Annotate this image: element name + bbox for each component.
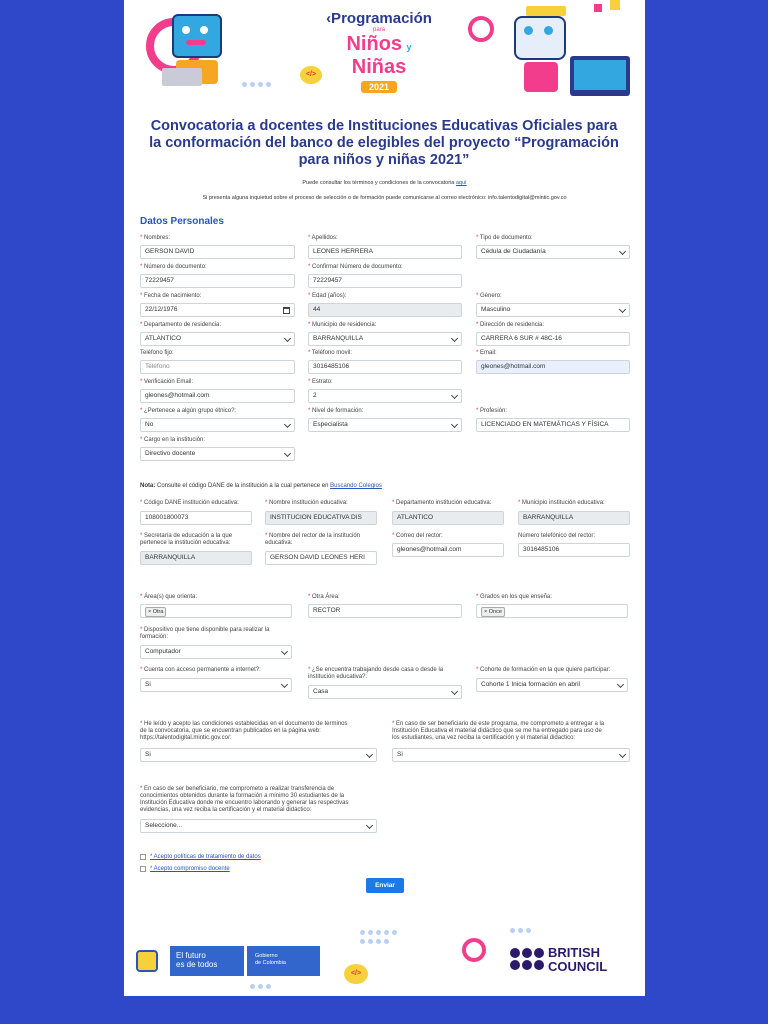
terms-text: Puede consultar los términos y condiciones de la convocatoria: [302, 180, 455, 186]
label-correo-rector: * Correo del rector:: [392, 533, 443, 539]
terms-link[interactable]: aquí: [455, 180, 467, 186]
label-municipio: * Municipio de residencia:: [308, 322, 377, 328]
tel-rector-input[interactable]: 3016485106: [518, 543, 630, 557]
logo-para: para: [372, 27, 385, 33]
page-title: Convocatoria a docentes de Instituciones Educativas Oficiales para la conformación del banco de elegibles del proyecto “Programación para niños y niñas 2021”: [149, 118, 619, 168]
label-nivel: * Nivel de formación:: [308, 408, 364, 414]
label-transferencia: * En caso de ser beneficiario, me comprometo a realizar transferencia de conocimientos obtenidos durante la formación a mínimo 30 estudiantes de la Institución Educativa donde me encuentro laborando y generar las respectivas evidencias, una vez reciba la certificación y el material didáctico:: [140, 786, 349, 813]
colombia-shield-icon: [136, 950, 158, 972]
municipio-select[interactable]: BARRANQUILLA: [308, 332, 462, 346]
label-otra-area: * Otra Área:: [308, 594, 340, 600]
nivel-select[interactable]: Especialista: [308, 418, 462, 432]
code-badge-icon: </>: [344, 964, 368, 984]
dane-input[interactable]: 108001800073: [140, 511, 252, 525]
conf-doc-input[interactable]: 72229457: [308, 274, 462, 288]
politicas-link[interactable]: * Acepto políticas de tratamiento de datos: [150, 854, 261, 860]
cohorte-select[interactable]: Cohorte 1 Inicia formación en abril: [476, 678, 628, 692]
form-page: [124, 0, 645, 996]
num-doc-input[interactable]: 72229457: [140, 274, 295, 288]
rector-input[interactable]: GERSON DAVID LEONES HERI: [265, 551, 377, 565]
cargo-select[interactable]: Directivo docente: [140, 447, 295, 461]
tag-once[interactable]: × Once: [481, 607, 505, 617]
apellidos-input[interactable]: LEONES HERRERA: [308, 245, 462, 259]
trabajando-select[interactable]: Casa: [308, 685, 462, 699]
secretaria-input: BARRANQUILLA: [140, 551, 252, 565]
chevron-down-icon: [451, 392, 458, 399]
areas-multiselect[interactable]: [140, 604, 292, 618]
chevron-down-icon: [619, 751, 626, 758]
correo-rector-input[interactable]: gleones@hotmail.com: [392, 543, 504, 557]
label-direccion: * Dirección de residencia:: [476, 322, 545, 328]
label-dane: * Código DANE institución educativa:: [140, 500, 239, 506]
gobierno-logo: [246, 946, 320, 976]
label-edad: * Edad (años):: [308, 293, 347, 299]
otra-area-input[interactable]: RECTOR: [308, 604, 462, 618]
terms-line: [124, 180, 645, 186]
depto-select[interactable]: ATLANTICO: [140, 332, 295, 346]
direccion-input[interactable]: CARRERA 6 SUR # 48C-16: [476, 332, 630, 346]
edad-input: 44: [308, 303, 462, 317]
compromiso-link[interactable]: * Acepto compromiso docente: [150, 866, 230, 872]
chevron-down-icon: [284, 421, 291, 428]
label-cohorte: * Cohorte de formación en la que quiere participar:: [476, 667, 611, 673]
label-beneficiario: * En caso de ser beneficiario de este programa, me comprometo a entregar a la Institución Educativa el material didáctico que se me ha entregado para uso de los estudiantes, una vez reciba la certificación y el material didactico:: [392, 721, 605, 741]
buscando-colegios-link[interactable]: Buscando Colegios: [330, 483, 382, 489]
label-genero: * Género:: [476, 293, 502, 299]
logo-programacion: ‹Programación: [326, 10, 432, 27]
british-line1: BRITISH: [548, 945, 600, 960]
label-tel-fijo: Teléfono fijo:: [140, 350, 174, 356]
label-acepto: * He leído y acepto las condiciones establecidas en el documento de terminos de la convocatoria, que se encuentran publicados en la página web: https://talentodigital.mintic.gov.co/:: [140, 721, 348, 741]
program-logo: [294, 10, 464, 98]
label-nombres: * Nombres:: [140, 235, 171, 241]
british-council-dots-icon: [510, 948, 544, 976]
acepto-select[interactable]: Si: [140, 748, 377, 762]
chevron-down-icon: [451, 421, 458, 428]
logo-y: y: [406, 42, 412, 52]
logo-ninos: Niños: [346, 33, 403, 55]
tel-fijo-input[interactable]: Teléfono: [140, 360, 295, 374]
label-internet: * Cuenta con acceso permanente a internet?:: [140, 667, 261, 673]
estrato-select[interactable]: 2: [308, 389, 462, 403]
british-line2: COUNCIL: [548, 959, 608, 974]
futuro-line1: El futuro: [176, 951, 206, 960]
footer-area: [124, 920, 645, 996]
gobierno-line2: de Colombia: [255, 960, 286, 966]
enviar-button[interactable]: Enviar: [366, 878, 404, 893]
chevron-down-icon: [366, 751, 373, 758]
label-depto: * Departamento de residencia:: [140, 322, 222, 328]
inst-municipio-input: BARRANQUILLA: [518, 511, 630, 525]
chevron-down-icon: [451, 688, 458, 695]
label-rector: * Nombre del rector de la institución educativa:: [265, 533, 361, 546]
label-apellidos: * Apellidos:: [308, 235, 338, 241]
label-trabajando: * ¿Se encuentra trabajando desde casa o desde la institución educativa?:: [308, 667, 444, 680]
profesion-input[interactable]: LICENCIADO EN MATEMÁTICAS Y FÍSICA: [476, 418, 630, 432]
chevron-down-icon: [281, 681, 288, 688]
grados-multiselect[interactable]: [476, 604, 628, 618]
wifi-icon: [462, 938, 486, 962]
robot-right-illustration: [504, 4, 634, 100]
label-email: * Email:: [476, 350, 497, 356]
label-etnico: * ¿Pertenece a algún grupo étnico?:: [140, 408, 237, 414]
logo-year: 2021: [361, 81, 397, 93]
label-grados: * Grados en los que enseña:: [476, 594, 553, 600]
fecha-nac-input[interactable]: 22/12/1976: [140, 303, 295, 317]
section-title: Datos Personales: [140, 216, 224, 227]
compromiso-checkbox[interactable]: [140, 866, 146, 872]
label-conf-doc: * Confirmar Número de documento:: [308, 264, 403, 270]
british-council-logo: [510, 946, 630, 978]
label-tel-rector: Número telefónico del rector:: [518, 533, 596, 539]
label-estrato: * Estrato:: [308, 379, 333, 385]
etnico-select[interactable]: No: [140, 418, 295, 432]
tag-otra[interactable]: × Otra: [145, 607, 166, 617]
label-profesion: * Profesión:: [476, 408, 508, 414]
gobierno-line1: Gobierno: [255, 953, 278, 959]
label-inst-nombre: * Nombre institución educativa:: [265, 500, 348, 506]
contact-text: Si presenta alguna inquietud sobre el proceso de selección o de formación puede comunicarse al correo electrónico: info.talentodigital@mintic.gov.co: [202, 195, 567, 201]
code-badge-icon: </>: [300, 66, 322, 84]
robot-left-illustration: [142, 8, 238, 96]
logo-ninas: Niñas: [351, 56, 407, 78]
inst-depto-input: ATLANTICO: [392, 511, 504, 525]
internet-select[interactable]: Si: [140, 678, 292, 692]
label-dispositivo: * Dispositivo que tiene disponible para realizar la formación:: [140, 627, 270, 640]
tel-movil-input[interactable]: 3016485106: [308, 360, 462, 374]
label-inst-depto: * Departamento institución educativa:: [392, 500, 492, 506]
chevron-down-icon: [451, 335, 458, 342]
calendar-icon[interactable]: [283, 307, 290, 314]
wifi-icon: [468, 16, 494, 42]
chevron-down-icon: [284, 335, 291, 342]
chevron-down-icon: [284, 450, 291, 457]
chevron-down-icon: [366, 822, 373, 829]
genero-select[interactable]: Masculino: [476, 303, 630, 317]
transferencia-select[interactable]: Seleccione...: [140, 819, 377, 833]
header-banner: [124, 0, 645, 102]
label-num-doc: * Número de documento:: [140, 264, 207, 270]
chevron-down-icon: [619, 248, 626, 255]
label-tel-movil: * Teléfono movil:: [308, 350, 352, 356]
email-input[interactable]: gleones@hotmail.com: [476, 360, 630, 374]
label-fecha: * Fecha de nacimiento:: [140, 293, 202, 299]
tipo-doc-select[interactable]: Cédula de Ciudadanía: [476, 245, 630, 259]
politicas-checkbox[interactable]: [140, 854, 146, 860]
futuro-logo: [170, 946, 244, 976]
chevron-down-icon: [281, 648, 288, 655]
label-inst-municipio: * Municipio institución educativa:: [518, 500, 605, 506]
dispositivo-select[interactable]: Computador: [140, 645, 292, 659]
label-areas: * Área(s) que orienta:: [140, 594, 198, 600]
chevron-down-icon: [617, 681, 624, 688]
label-secretaria: * Secretaría de educación a la que pertenece la institución educativa:: [140, 533, 233, 546]
inst-nombre-input: INSTITUCION EDUCATIVA DIS: [265, 511, 377, 525]
label-verif-email: * Verificación Email:: [140, 379, 194, 385]
verif-email-input[interactable]: gleones@hotmail.com: [140, 389, 295, 403]
beneficiario-select[interactable]: Si: [392, 748, 630, 762]
label-cargo: * Cargo en la institución:: [140, 437, 206, 443]
dane-note: Nota: Consulte el código DANE de la institución a la cual pertenece en Buscando Colegios: [140, 483, 382, 489]
nombres-input[interactable]: GERSON DAVID: [140, 245, 295, 259]
futuro-line2: es de todos: [176, 960, 218, 969]
chevron-down-icon: [619, 306, 626, 313]
label-tipo-doc: * Tipo de documento:: [476, 235, 533, 241]
